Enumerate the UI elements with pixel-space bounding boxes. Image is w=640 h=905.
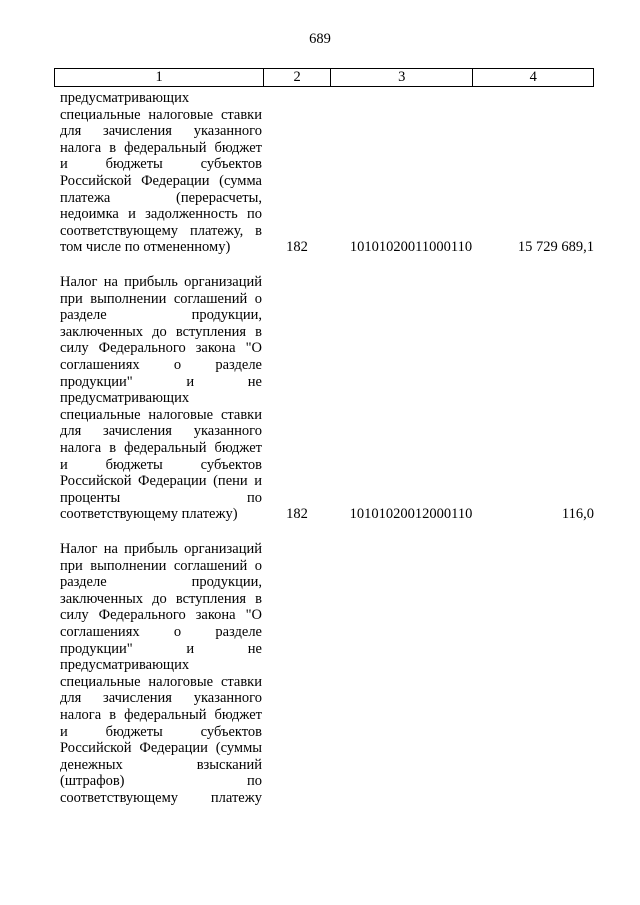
row-kbk <box>336 790 486 807</box>
description-line: заключенных до вступления в <box>60 323 262 340</box>
description-line: Российской Федерации (суммы <box>60 740 262 757</box>
header-col-1: 1 <box>55 69 264 86</box>
description-line: налога в федеральный бюджет <box>60 439 262 456</box>
description-line: недоимка и задолженность по <box>60 206 262 223</box>
row-description <box>60 90 262 256</box>
header-col-2: 2 <box>264 69 331 86</box>
page-number: 689 <box>309 31 331 47</box>
description-line: разделе продукции, <box>60 574 262 591</box>
description-line: продукции" и не <box>60 640 262 657</box>
description-line: и бюджеты субъектов <box>60 156 262 173</box>
description-line: соответствующему платежу) <box>60 506 238 523</box>
description-line: платежа (перерасчеты, <box>60 189 262 206</box>
row-description <box>60 541 262 807</box>
description-line: при выполнении соглашений о <box>60 290 262 307</box>
description-line: проценты по <box>60 489 262 506</box>
row-description <box>60 274 262 523</box>
description-line: для зачисления указанного <box>60 123 262 140</box>
description-line: Налог на прибыль организаций <box>60 541 262 557</box>
description-line: предусматривающих <box>60 657 190 674</box>
row-code: 182 <box>286 506 308 523</box>
header-col-3: 3 <box>331 69 473 86</box>
description-line: соглашениях о разделе <box>60 356 262 373</box>
row-code <box>266 790 328 807</box>
description-line: том числе по отмененному) <box>60 239 231 256</box>
description-line: для зачисления указанного <box>60 690 262 707</box>
description-line: Налог на прибыль организаций <box>60 274 262 290</box>
description-line: денежных взысканий <box>60 756 262 773</box>
description-line: соответствующему платежу, в <box>60 222 262 239</box>
description-line: силу Федерального закона "О <box>60 340 262 357</box>
description-line: специальные налоговые ставки <box>60 106 262 123</box>
row-amount: 15 729 689,1 <box>517 239 594 256</box>
description-line: специальные налоговые ставки <box>60 406 262 423</box>
description-line: налога в федеральный бюджет <box>60 139 262 156</box>
description-line: специальные налоговые ставки <box>60 673 262 690</box>
description-line: предусматривающих <box>60 390 190 407</box>
description-line: для зачисления указанного <box>60 423 262 440</box>
description-line: и бюджеты субъектов <box>60 723 262 740</box>
row-amount <box>490 790 594 807</box>
row-kbk: 10101020012000110 <box>349 506 473 523</box>
header-col-4: 4 <box>529 69 537 85</box>
description-line: силу Федерального закона "О <box>60 607 262 624</box>
description-line: (штрафов) по <box>60 773 262 790</box>
description-line: продукции" и не <box>60 373 262 390</box>
row-amount: 116,0 <box>561 506 594 523</box>
description-line: и бюджеты субъектов <box>60 456 262 473</box>
description-line: соглашениях о разделе <box>60 623 262 640</box>
description-line: при выполнении соглашений о <box>60 557 262 574</box>
description-line: налога в федеральный бюджет <box>60 706 262 723</box>
table-header <box>54 68 594 87</box>
description-line: предусматривающих <box>60 90 190 106</box>
description-line: Российской Федерации (пени и <box>60 473 262 490</box>
description-line: разделе продукции, <box>60 307 262 324</box>
row-kbk: 10101020011000110 <box>349 239 473 256</box>
description-line: Российской Федерации (сумма <box>60 172 262 189</box>
description-line: соответствующему платежу <box>60 789 262 806</box>
description-line: заключенных до вступления в <box>60 590 262 607</box>
row-code: 182 <box>286 239 308 256</box>
